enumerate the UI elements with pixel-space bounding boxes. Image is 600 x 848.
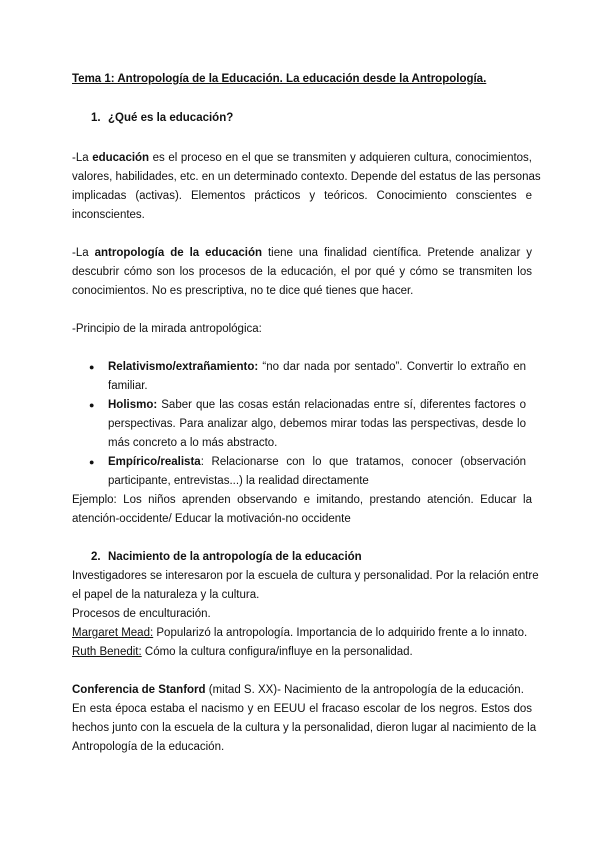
section-2-number: 2. — [91, 551, 101, 563]
bullet-item-line: familiar. — [108, 380, 148, 392]
paragraph-line — [72, 681, 532, 700]
paragraph-line: -Principio de la mirada antropológica: — [72, 323, 262, 335]
paragraph-line — [72, 643, 532, 662]
text-span: “no dar nada por sentado”. Convertir lo extraño en — [258, 361, 526, 373]
bold-term: Relativismo/extrañamiento: — [108, 361, 259, 373]
bold-term: Holismo: — [108, 399, 158, 411]
bullet-item-line: más concreto a lo más abstracto. — [108, 437, 278, 449]
bullet-item-line — [108, 453, 526, 472]
paragraph-line: inconscientes. — [72, 209, 145, 221]
bold-term: Conferencia de Stanford — [72, 684, 206, 696]
paragraph-line: atención-occidente/ Educar la motivación-no occidente — [72, 513, 351, 525]
bullet-icon: ● — [89, 457, 95, 467]
bold-term: educación — [92, 152, 150, 164]
bullet-item-line: participante, entrevistas...) la realidad directamente — [108, 475, 369, 487]
person-name: Ruth Benedit: — [72, 646, 142, 658]
bullet-item-line — [108, 358, 526, 377]
paragraph-line: implicadas (activas). Elementos prácticos y teóricos. Conocimiento conscientes e — [72, 190, 532, 202]
section-1-heading: ¿Qué es la educación? — [108, 112, 234, 124]
text-span: Cómo la cultura configura/influye en la personalidad. — [141, 646, 413, 658]
text-span: Popularizó la antropología. Importancia de lo adquirido frente a lo innato. — [153, 627, 528, 639]
text-span: -La — [72, 247, 95, 259]
bullet-item-line: perspectivas. Para analizar algo, debemos mirar todas las perspectivas, desde lo — [108, 418, 526, 430]
paragraph-line: hechos junto con la escuela de la cultura y la personalidad, dieron lugar al nacimiento de la — [72, 722, 537, 734]
paragraph-line: Investigadores se interesaron por la escuela de cultura y personalidad. Por la relación entre — [72, 570, 539, 582]
paragraph-line — [72, 244, 532, 263]
paragraph-line: En esta época estaba el nacismo y en EEUU el fracaso escolar de los negros. Estos dos — [72, 703, 532, 715]
paragraph-line: el papel de la naturaleza y la cultura. — [72, 589, 260, 601]
text-span: -La — [72, 152, 93, 164]
bullet-item-line — [108, 396, 526, 415]
bullet-icon: ● — [89, 400, 95, 410]
text-span: es el proceso en el que se transmiten y adquieren cultura, conocimientos, — [149, 152, 532, 164]
text-span: : Relacionarse con lo que tratamos, conocer (observación — [200, 456, 526, 468]
paragraph-line: descubrir cómo son los procesos de la educación, el por qué y cómo se transmiten los — [72, 266, 532, 278]
text-span: tiene una finalidad científica. Pretende analizar y — [262, 247, 532, 259]
section-2-heading: Nacimiento de la antropología de la educación — [108, 551, 362, 563]
bullet-icon: ● — [89, 362, 95, 372]
text-span: (mitad S. XX)- Nacimiento de la antropología de la educación. — [205, 684, 524, 696]
paragraph-line: valores, habilidades, etc. en un determinado contexto. Depende del estatus de las personas — [72, 171, 541, 183]
paragraph-line: Antropología de la educación. — [72, 741, 225, 753]
paragraph-line: Procesos de enculturación. — [72, 608, 211, 620]
section-1-number: 1. — [91, 112, 101, 124]
text-span: Saber que las cosas están relacionadas entre sí, diferentes factores o — [157, 399, 526, 411]
bold-term: Empírico/realista — [108, 456, 201, 468]
paragraph-line — [72, 149, 532, 168]
paragraph-line: Ejemplo: Los niños aprenden observando e imitando, prestando atención. Educar la — [72, 494, 532, 506]
document-title: Tema 1: Antropología de la Educación. La educación desde la Antropología. — [72, 73, 487, 85]
paragraph-line: conocimientos. No es prescriptiva, no te dice qué tienes que hacer. — [72, 285, 414, 297]
paragraph-line — [72, 624, 532, 643]
bold-term: antropología de la educación — [94, 247, 263, 259]
person-name: Margaret Mead: — [72, 627, 154, 639]
